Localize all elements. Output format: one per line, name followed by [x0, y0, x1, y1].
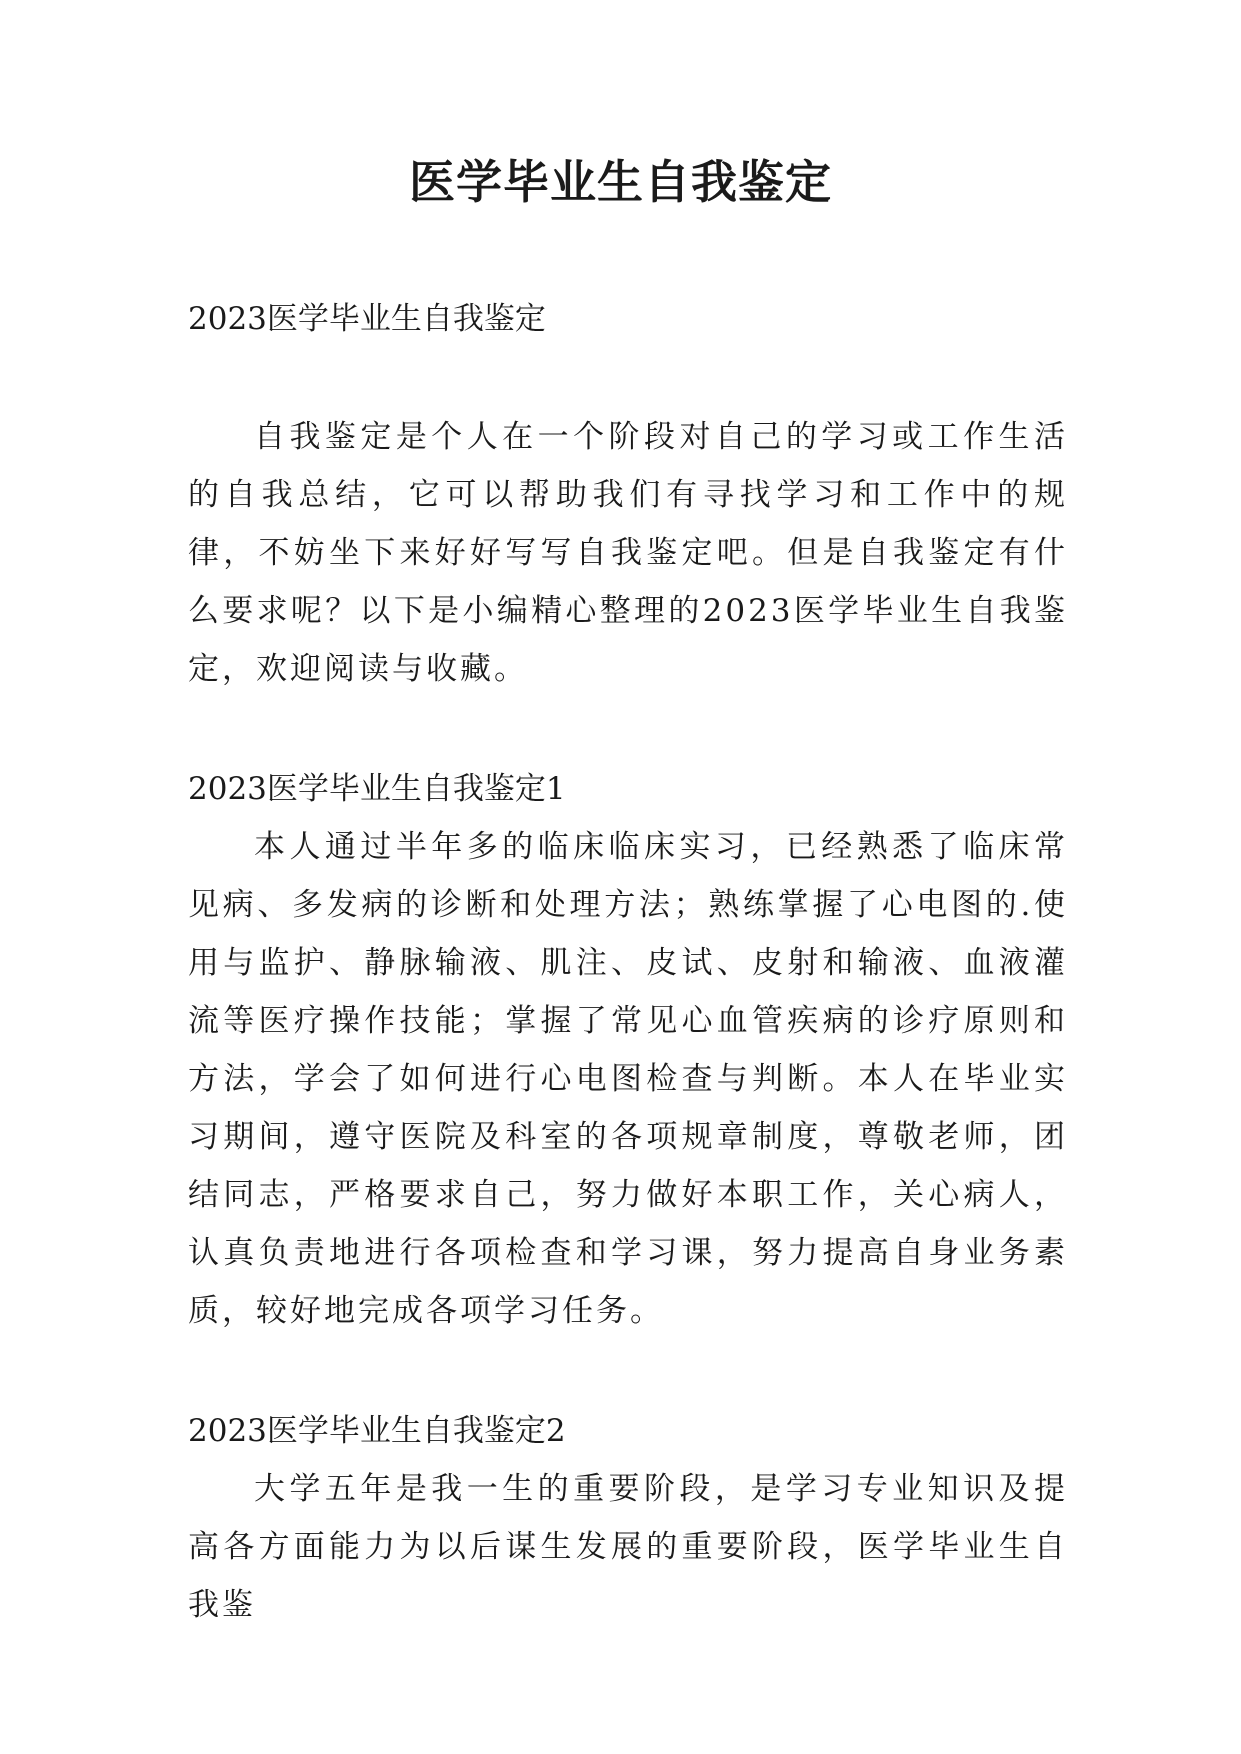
- document-subtitle: 2023医学毕业生自我鉴定: [188, 301, 546, 337]
- section-body-1: 本人通过半年多的临床临床实习，已经熟悉了临床常见病、多发病的诊断和处理方法；熟练掌握了心电图的.使用与监护、静脉输液、肌注、皮试、皮射和输液、血液灌流等医疗操作技能；掌握了常见心血管疾病的诊疗原则和方法，学会了如何进行心电图检查与判断。本人在毕业实习期间，遵守医院及科室的各项规章制度，尊敬老师，团结同志，严格要求自己，努力做好本职工作，关心病人，认真负责地进行各项检查和学习课，努力提高自身业务素质，较好地完成各项学习任务。: [188, 829, 1068, 1329]
- section-heading-1: 2023医学毕业生自我鉴定1: [188, 771, 566, 807]
- section-heading-2: 2023医学毕业生自我鉴定2: [188, 1413, 566, 1449]
- spacer: [188, 348, 1068, 408]
- intro-paragraph: 自我鉴定是个人在一个阶段对自己的学习或工作生活的自我总结，它可以帮助我们有寻找学习和工作中的规律，不妨坐下来好好写写自我鉴定吧。但是自我鉴定有什么要求呢？以下是小编精心整理的2023医学毕业生自我鉴定，欢迎阅读与收藏。: [188, 419, 1068, 687]
- spacer: [188, 1340, 1068, 1402]
- spacer: [188, 698, 1068, 760]
- section-body-2: 大学五年是我一生的重要阶段，是学习专业知识及提高各方面能力为以后谋生发展的重要阶段，医学毕业生自我鉴: [188, 1471, 1068, 1623]
- page-title: 医学毕业生自我鉴定: [409, 155, 832, 209]
- document-body: [188, 290, 1068, 1634]
